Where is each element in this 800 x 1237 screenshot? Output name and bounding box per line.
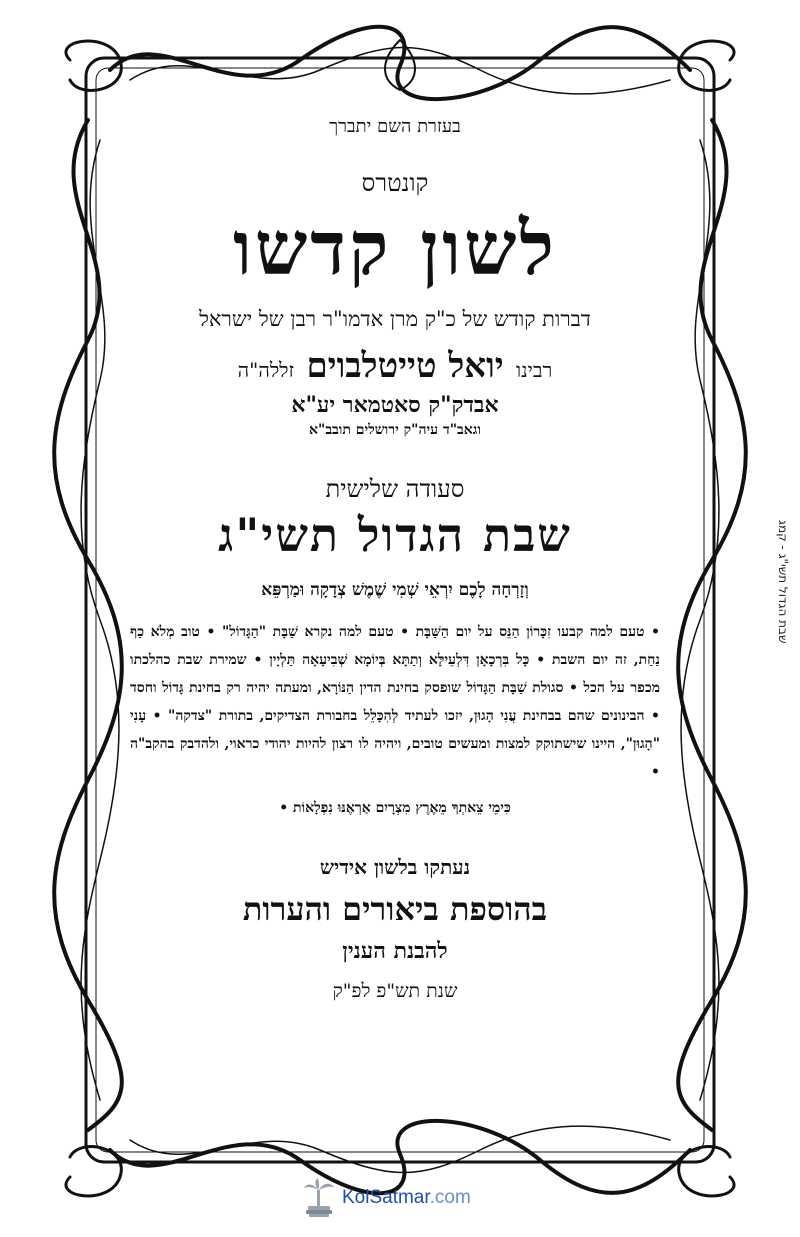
palm-tree-books-icon bbox=[302, 1178, 336, 1218]
occasion-label: סעודה שלישית bbox=[325, 475, 465, 503]
author-name-row bbox=[130, 346, 660, 386]
topics-summary: • טעם למה קבעו זִכָּרוֹן הַנֵּס על יום הַשַּׁבָּת • טעם למה נקרא שַׁבָּת "הַגָּדוֹל" • טוב מְלֹא כַף נַחַת, זה יום השבת • כָּל בִּרְכָאָן דִּלְעֵילָּא וְתַתָּא בְּיוֹמָא שְׁבִיעָאָה תַּלְיָין • שמירת שבת כהלכתו מכפר על הכל • סגולת שַׁבָּת הַגָּדוֹל שופסק בחינת הדין הַנּוֹרָא, ומעתה יהיה רק בחינת גָּדוֹל וחסד • הבינונים שהם בבחינת עֲנִי הָגוּן, יזכו לעתיד לְהִכָּלֵל בחבורת הצדיקים, בתורת "צדקה" • עָנִי "הָגוּן", היינו שישתוקק למצות ומעשים טובים, ויהיה לו רצון להיות יהודי כראוי, ולהדבק בהקב"ה • bbox=[130, 624, 660, 780]
additions-note: בהוספת ביאורים והערות bbox=[242, 890, 548, 928]
logo-tld: .com bbox=[429, 1187, 471, 1208]
title-page bbox=[130, 100, 660, 1003]
side-note-text: שבת הגדול תשי"ג - קמג bbox=[776, 520, 790, 644]
kolsatmar-logo[interactable] bbox=[302, 1178, 471, 1218]
occasion-title: שבת הגדול תשי"ג bbox=[218, 508, 572, 562]
author-title-satmar: אבדק"ק סאטמאר יע"א bbox=[291, 392, 499, 418]
understanding-note: להבנת הענין bbox=[342, 938, 448, 964]
opening-verse: וְזָרְחָה לָכֶם יִרְאֵי שְׁמִי שֶׁמֶשׁ צְדָקָה וּמַרְפֵּא bbox=[261, 580, 529, 600]
author-intro: דברות קודש של כ"ק מרן אדמו"ר רבן של ישראל bbox=[199, 307, 591, 331]
topics-summary-closing: כִּימֵי צֵאתְךָ מֵאֶרֶץ מִצְרָיִם אַרְאֶנּוּ נִפְלָאוֹת • bbox=[279, 800, 511, 816]
author-prefix: רבינו bbox=[516, 358, 553, 382]
author-name: יואל טייטלבוים bbox=[306, 346, 504, 386]
author-suffix: זללה"ה bbox=[237, 358, 295, 382]
kuntres-label: קונטרס bbox=[361, 169, 429, 197]
blessing-line: בעזרת השם יתברך bbox=[329, 116, 461, 137]
translation-note: נעתקו בלשון אידיש bbox=[319, 855, 471, 879]
logo-text bbox=[342, 1187, 471, 1209]
author-title-jerusalem: וגאב"ד עיה"ק ירושלים תובב"א bbox=[309, 422, 481, 438]
logo-name: KolSatmar bbox=[342, 1187, 430, 1208]
page-title: לשון קדשו bbox=[232, 206, 558, 292]
page-side-note bbox=[776, 520, 798, 720]
publication-year: שנת תש"פ לפ"ק bbox=[332, 980, 458, 1002]
